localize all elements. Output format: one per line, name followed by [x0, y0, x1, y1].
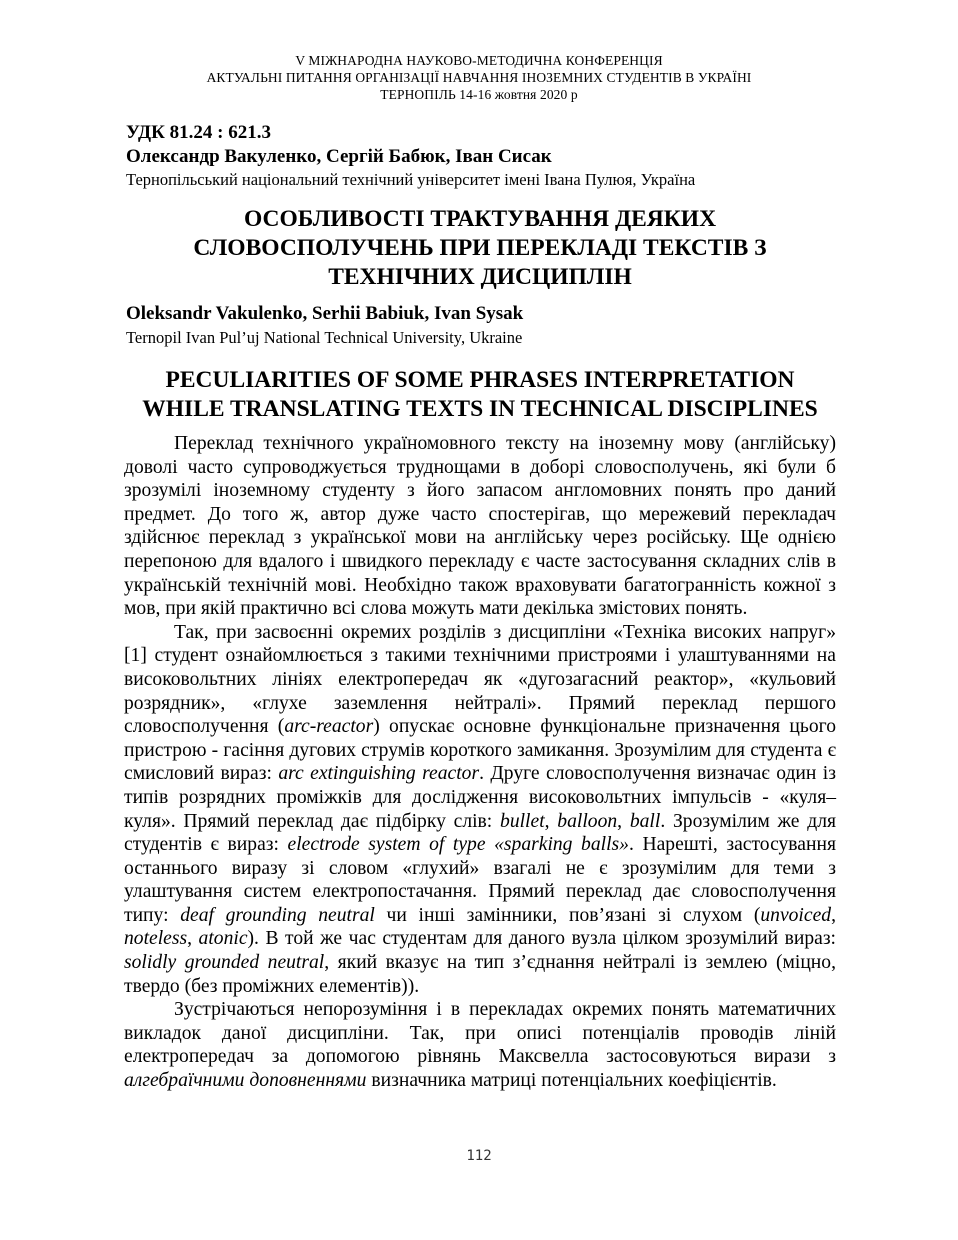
paragraph-2: Так, при засвоєнні окремих розділів з дисципліни «Техніка високих напруг» [1] студент ознайомлюється з такими технічними пристроями і улаштуваннями на високовольтних лініях електропередач як «дугозагасний реактор», «кульовий розрядник», «глухе заземлення нейтралі». Прямий переклад першого словосполучення (arc-reactor) опускає основне функціональне призначення цього пристрою - гасіння дугових струмів короткого замикання. Зрозумілим для студента є смисловий вираз: arc extinguishing reactor. Друге словосполучення визначає один із типів розрядних проміжків для дослідження високовольтних імпульсів - «куля–куля». Прямий переклад дає підбірку слів: bullet, balloon, ball. Зрозумілим же для студентів є вираз: electrode system of type «sparking balls». Нарешті, застосування останнього виразу зі словом «глухий» взагалі не є зрозумілим для теми з улаштування систем електропостачання. Прямий переклад дає словосполучення типу: deaf grounding neutral чи інші замінники, пов’язані зі слухом (unvoiced, noteless, atonic). В той же час студентам для даного вузла цілком зрозумілий вираз: solidly grounded neutral, який вказує на тип з’єднання нейтралі із землею (міцно, твердо (без проміжних елементів)). — [124, 621, 836, 997]
conference-theme: АКТУАЛЬНІ ПИТАННЯ ОРГАНІЗАЦІЇ НАВЧАННЯ ІНОЗЕМНИХ СТУДЕНТІВ В УКРАЇНІ — [206, 70, 752, 85]
italic-term: noteless — [124, 928, 188, 950]
udk-code: УДК 81.24 : 621.3 — [126, 122, 271, 143]
paragraph-1: Переклад технічного україномовного тексту на іноземну мову (англійську) доволі часто супроводжується труднощами в доборі словосполучень, які були б зрозумілі іноземному студенту з його запасом англомовних понять про даний предмет. До того ж, автор дуже часто спостерігав, що мережевий перекладач здійснює переклад з української мови на англійську через російську. Ще однією перепоною для вдалого і швидкого перекладу є часте застосування складних слів в українській технічній мові. Необхідно також враховувати багатогранність кожної з мов, при якій практично всі слова можуть мати декілька змістових понять. — [124, 433, 836, 620]
conference-name: V МІЖНАРОДНА НАУКОВО-МЕТОДИЧНА КОНФЕРЕНЦІЯ — [295, 53, 663, 68]
title-english — [120, 366, 840, 424]
italic-term: solidly grounded neutral — [124, 952, 325, 974]
title-english-line: WHILE TRANSLATING TEXTS IN TECHNICAL DISCIPLINES — [142, 396, 818, 422]
affiliation-ukrainian: Тернопільський національний технічний університет імені Івана Пулюя, Україна — [126, 170, 696, 189]
italic-term: unvoiced — [760, 904, 832, 926]
title-english-line: PECULIARITIES OF SOME PHRASES INTERPRETATION — [165, 367, 795, 393]
italic-term: atonic — [198, 928, 248, 950]
title-ukrainian-line: ОСОБЛИВОСТІ ТРАКТУВАННЯ ДЕЯКИХ — [243, 206, 717, 232]
conference-place-date: ТЕРНОПІЛЬ 14-16 жовтня 2020 р — [380, 87, 578, 102]
title-ukrainian-line: ТЕХНІЧНИХ ДИСЦИПЛІН — [328, 264, 632, 290]
italic-term: balloon — [557, 810, 618, 832]
italic-term: алгебраїчними доповненнями — [124, 1070, 367, 1092]
italic-term: arc extinguishing reactor — [278, 763, 480, 785]
italic-term: arc-reactor — [284, 716, 374, 738]
body-text — [124, 432, 836, 1093]
affiliation-english: Ternopil Ivan Pul’uj National Technical University, Ukraine — [126, 328, 523, 347]
italic-term: ball — [629, 810, 661, 832]
title-ukrainian-line: СЛОВОСПОЛУЧЕНЬ ПРИ ПЕРЕКЛАДІ ТЕКСТІВ З — [193, 235, 767, 261]
authors-english: Oleksandr Vakulenko, Serhii Babiuk, Ivan Sysak — [126, 303, 524, 324]
italic-term: electrode system of type «sparking balls» — [287, 834, 629, 856]
authors-ukrainian: Олександр Вакуленко, Сергій Бабюк, Іван Сисак — [126, 146, 552, 167]
title-ukrainian — [120, 205, 840, 292]
italic-term: bullet — [500, 810, 545, 832]
page-number: 112 — [466, 1148, 492, 1164]
paragraph-3: Зустрічаються непорозуміння і в перекладах окремих понять математичних викладок даної дисципліни. Так, при описі потенціалів проводів ліній електропередач за допомогою рівнянь Максвелла застосовуються вирази з алгебраїчними доповненнями визначника матриці потенціальних коефіцієнтів. — [124, 999, 836, 1092]
italic-term: deaf grounding neutral — [180, 904, 375, 926]
